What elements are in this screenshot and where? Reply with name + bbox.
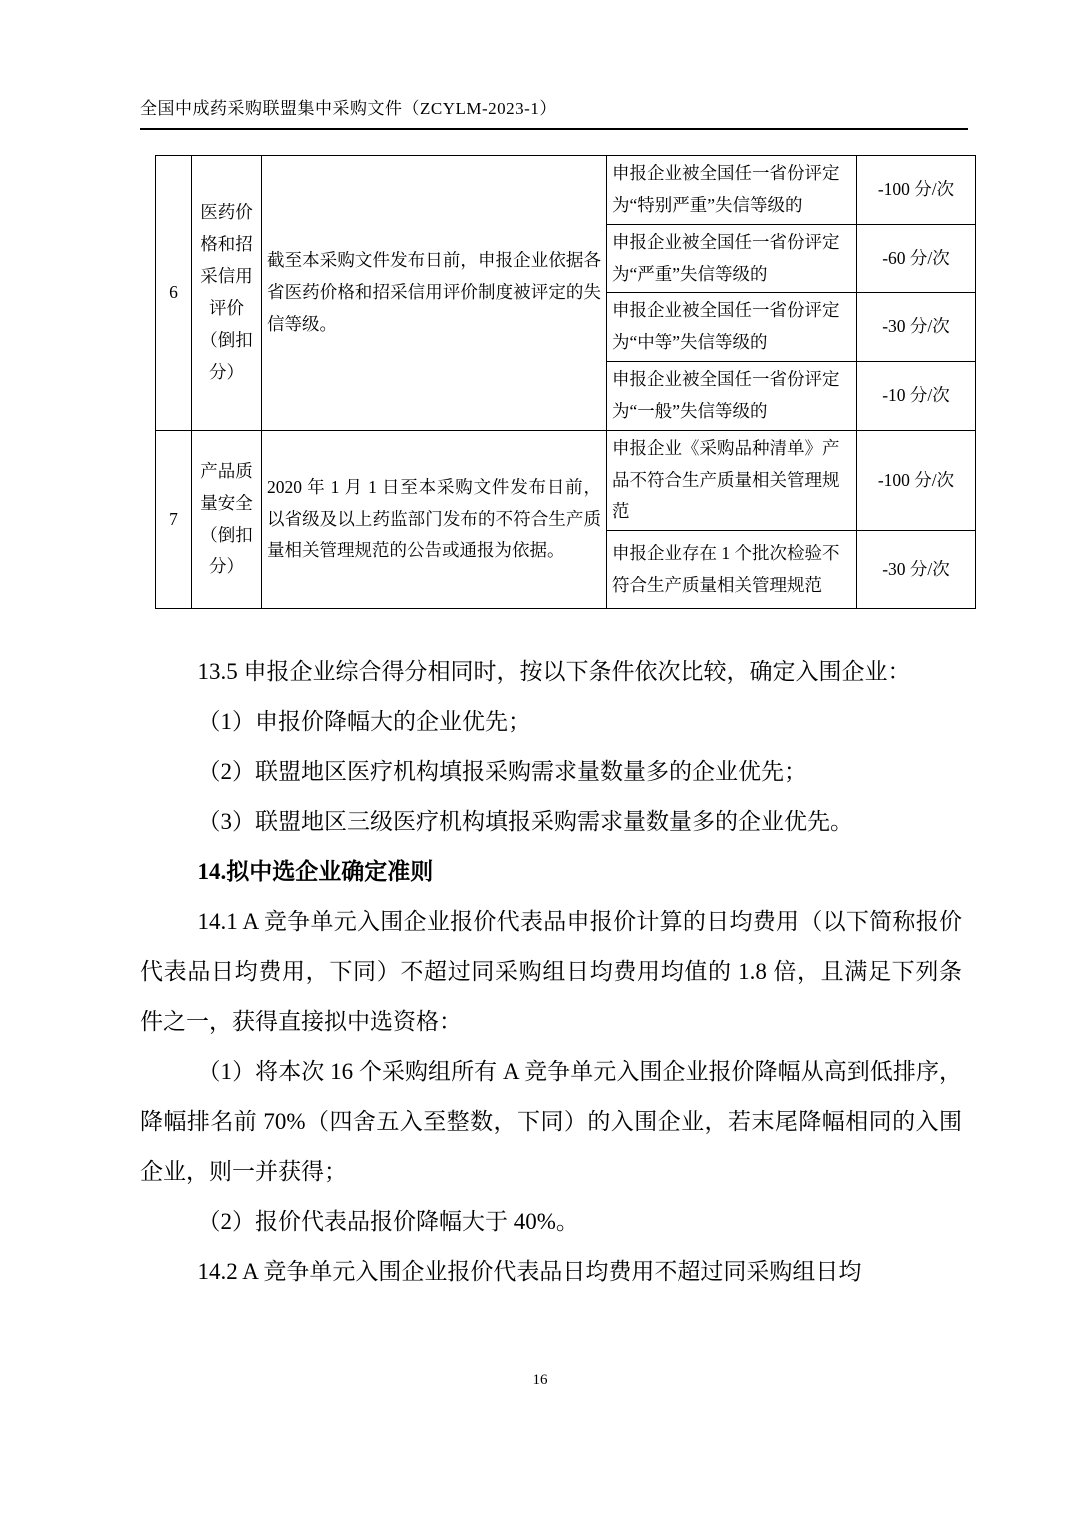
criteria-score: -30 分/次 bbox=[857, 293, 976, 362]
table-row bbox=[156, 156, 976, 225]
paragraph-13-5-item-3: （3）联盟地区三级医疗机构填报采购需求量数量多的企业优先。 bbox=[197, 809, 853, 834]
paragraph-14-1-item-1: （1）将本次 16 个采购组所有 A 竞争单元入围企业报价降幅从高到低排序，降幅排名前 70%（四舍五入至整数，下同）的入围企业，若末尾降幅相同的入围企业，则一并获得； bbox=[140, 1059, 962, 1184]
criteria-text: 申报企业存在 1 个批次检验不符合生产质量相关管理规范 bbox=[607, 531, 857, 609]
paragraph-14-1: 14.1 A 竞争单元入围企业报价代表品申报价计算的日均费用（以下简称报价代表品日均费用，下同）不超过同采购组日均费用均值的 1.8 倍，且满足下列条件之一，获得直接拟中选资格： bbox=[140, 909, 962, 1034]
criteria-text: 申报企业《采购品种清单》产品不符合生产质量相关管理规范 bbox=[607, 430, 857, 531]
row-category: 产品质量安全（倒扣分） bbox=[192, 430, 262, 609]
criteria-score: -10 分/次 bbox=[857, 362, 976, 431]
criteria-text: 申报企业被全国任一省份评定为“中等”失信等级的 bbox=[607, 293, 857, 362]
paragraph-14-2: 14.2 A 竞争单元入围企业报价代表品日均费用不超过同采购组日均 bbox=[197, 1259, 862, 1284]
row-number: 6 bbox=[156, 156, 192, 431]
row-category: 医药价格和招采信用评价（倒扣分） bbox=[192, 156, 262, 431]
page-number: 16 bbox=[532, 1372, 548, 1388]
scoring-table bbox=[155, 155, 976, 609]
criteria-text: 申报企业被全国任一省份评定为“严重”失信等级的 bbox=[607, 224, 857, 293]
criteria-text: 申报企业被全国任一省份评定为“特别严重”失信等级的 bbox=[607, 156, 857, 225]
paragraph-13-5-item-1: （1）申报价降幅大的企业优先； bbox=[197, 709, 531, 734]
header-rule bbox=[140, 128, 968, 130]
paragraph-13-5-item-2: （2）联盟地区医疗机构填报采购需求量数量多的企业优先； bbox=[197, 759, 807, 784]
criteria-score: -30 分/次 bbox=[857, 531, 976, 609]
criteria-score: -60 分/次 bbox=[857, 224, 976, 293]
document-header bbox=[140, 94, 557, 119]
paragraph-13-5: 13.5 申报企业综合得分相同时，按以下条件依次比较，确定入围企业： bbox=[197, 659, 911, 684]
paragraph-14-heading: 14.拟中选企业确定准则 bbox=[197, 859, 434, 884]
paragraph-14-1-item-2: （2）报价代表品报价降幅大于 40%。 bbox=[197, 1209, 579, 1234]
criteria-text: 申报企业被全国任一省份评定为“一般”失信等级的 bbox=[607, 362, 857, 431]
table-row bbox=[156, 430, 976, 531]
body-text bbox=[140, 647, 962, 1297]
row-description: 截至本采购文件发布日前，申报企业依据各省医药价格和招采信用评价制度被评定的失信等级。 bbox=[262, 156, 607, 431]
criteria-score: -100 分/次 bbox=[857, 156, 976, 225]
header-title: 全国中成药采购联盟集中采购文件（ZCYLM-2023-1） bbox=[140, 99, 557, 118]
row-description: 2020 年 1 月 1 日至本采购文件发布日前，以省级及以上药监部门发布的不符合生产质量相关管理规范的公告或通报为依据。 bbox=[262, 430, 607, 609]
criteria-score: -100 分/次 bbox=[857, 430, 976, 531]
row-number: 7 bbox=[156, 430, 192, 609]
